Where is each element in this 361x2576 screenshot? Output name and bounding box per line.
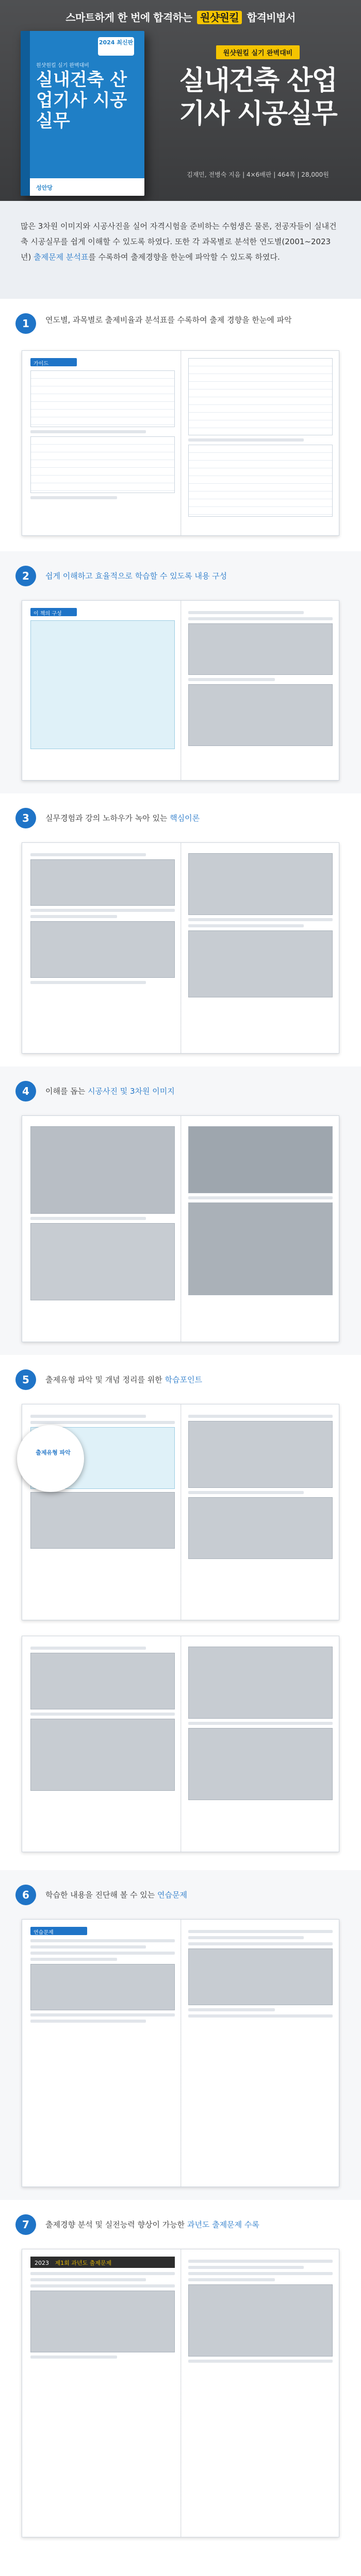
right-page [188,608,333,749]
hero-title: 실내건축 산업기사 시공실무 [179,65,337,129]
section-title [45,1374,344,1385]
left-page [30,358,175,502]
hero-badge-text: 원샷원킬 실기 완벽대비 [216,45,300,59]
section-1 [0,299,361,551]
text-line [188,1942,333,1945]
spread-fold [180,1920,182,2187]
text-line [30,1421,175,1424]
text-line [188,2260,333,2263]
sample-image [188,684,333,746]
tagline-text-end: 합격비법서 [247,11,296,24]
section-title [45,1889,344,1901]
page-spread [22,1115,339,1342]
section-number: 5 [15,1369,36,1390]
right-page [188,2257,333,2366]
tagline-highlight: 원샷원킬 [197,11,242,24]
intro-section [0,201,361,299]
section-title-text: 학습한 내용을 진단해 볼 수 있는 [45,1890,157,1900]
section-title-highlight: 과년도 출제문제 수록 [187,2220,259,2229]
section-number: 4 [15,1081,36,1101]
hero-badge [173,45,343,59]
tagline-text: 스마트하게 한 번에 합격하는 [65,11,192,24]
left-page [30,1643,175,1794]
right-page [188,1412,333,1562]
spread-fold [180,1636,182,1852]
text-line [188,1722,333,1725]
page-spread [22,1404,339,1620]
diagram-image [30,921,175,978]
section-7 [0,2200,361,2576]
chart-table [30,436,175,493]
hero-banner [0,0,361,201]
section-title-highlight: 연습문제 [157,1890,187,1900]
analysis-table [188,445,333,517]
section-title [45,1086,344,1097]
diagram-image [30,1653,175,1709]
page-spread [22,600,339,781]
book-title: 실내건축 산업기사 시공실무 [36,70,127,131]
section-header [15,1081,346,1104]
book-cover [21,31,144,196]
section-title-highlight: 핵심이론 [170,814,200,823]
section-header [15,566,346,588]
left-page [30,850,175,987]
section-header [15,1369,346,1392]
text-line [30,2020,146,2023]
text-line [188,918,333,921]
section-title [45,812,344,824]
intro-text-highlight: 출제문제 분석표 [34,252,89,262]
text-line [188,2014,333,2018]
question-image [30,1964,175,2010]
section-title-text: 출제유형 파악 및 개념 정리를 위한 [45,1375,165,1384]
text-line [188,1936,304,1939]
diagram-image [30,1719,175,1791]
construction-photo [188,1126,333,1193]
text-line [30,2013,175,2016]
section-4 [0,1066,361,1355]
left-page [30,1123,175,1303]
section-title-highlight: 시공사진 및 3차원 이미지 [88,1087,175,1096]
diagram-image [30,859,175,906]
text-line [188,2278,275,2281]
text-line [30,1415,146,1418]
page-label: 가이드 [30,358,77,366]
section-title-text: 실무경험과 강의 노하우가 녹아 있는 [45,814,170,823]
3d-image [30,1126,175,1214]
left-page [30,2257,175,2362]
text-line [30,2272,175,2275]
section-2 [0,551,361,793]
right-page [188,850,333,1001]
text-line [30,915,117,918]
analysis-table [188,358,333,435]
exam-year: 2023 [35,2260,49,2266]
section-number: 3 [15,808,36,828]
spread-fold [180,1404,182,1620]
right-page [188,1123,333,1298]
text-line [30,2284,175,2287]
text-line [188,2008,275,2011]
right-page [188,1927,333,2021]
text-line [188,1491,304,1494]
text-line [30,981,146,984]
spread-fold [180,1116,182,1342]
diagram-image [188,1497,333,1559]
page-spread [22,2249,339,2537]
page-spread [22,1919,339,2187]
magnify-text: 출제유형 파악 [36,1449,71,1456]
section-header [15,2214,346,2237]
question-image [188,1948,333,2005]
text-line [30,853,146,856]
text-line [188,678,275,681]
section-number: 1 [15,313,36,334]
section-title-text: 연도별, 과목별로 출제비율과 분석표를 수록하여 출제 경향을 한눈에 파악 [45,315,292,325]
section-title-highlight: 학습포인트 [165,1375,202,1384]
text-line [30,1939,175,1942]
text-line [188,1415,333,1418]
page-label: 연습문제 [30,1927,87,1935]
book-year-badge: 2024 최신판 [98,37,134,56]
section-6 [0,1870,361,2200]
text-line [30,496,117,499]
hero-tagline [0,9,361,24]
text-line [30,2278,146,2281]
text-line [30,1952,175,1955]
section-3 [0,793,361,1066]
text-line [188,617,333,620]
section-number: 6 [15,1885,36,1905]
structure-diagram [30,620,175,749]
diagram-image [188,1421,333,1488]
section-title [45,2219,344,2230]
magnify-lens [17,1425,84,1492]
section-header [15,808,346,831]
page-spread [22,842,339,1054]
section-header [15,313,346,336]
section-title-highlight: 쉽게 이해하고 효율적으로 학습할 수 있도록 내용 구성 [45,571,227,581]
exam-title: 제1회 과년도 출제문제 [55,2260,112,2266]
3d-image [30,1223,175,1300]
text-line [30,1958,117,1961]
section-title [45,314,344,326]
text-line [188,1930,333,1933]
section-number: 7 [15,2214,36,2235]
diagram-image [30,1492,175,1549]
book-publisher: 성안당 [30,178,144,196]
spread-fold [180,2249,182,2537]
diagram-image [188,1728,333,1800]
text-line [188,924,304,927]
exam-image [188,2284,333,2357]
section-5 [0,1355,361,1870]
page-spread [22,1636,339,1852]
photo-image [188,853,333,915]
spread-fold [180,351,182,535]
intro-text [21,218,340,265]
text-line [30,1647,146,1650]
chart-table [30,370,175,427]
intro-text-b: 를 수록하여 출제경향을 한눈에 파악할 수 있도록 하였다. [88,252,280,262]
spread-fold [180,601,182,780]
text-line [30,2355,117,2359]
section-title [45,570,344,582]
left-page [30,1927,175,2026]
text-line [30,1713,175,1716]
section-number: 2 [15,566,36,586]
right-page [188,1643,333,1803]
exam-header [30,2257,175,2268]
diagram-image [188,1647,333,1719]
page-spread [22,350,339,536]
hero-meta: 김재민, 전병숙 지음 | 4×6배판 | 464쪽 | 28,000원 [187,171,329,178]
text-line [188,1196,333,1199]
section-header [15,1885,346,1907]
right-page [188,358,333,517]
left-page [30,608,175,752]
section-title-text: 출제경향 분석 및 실전능력 향상이 가능한 [45,2220,187,2229]
photo-image [188,930,333,997]
text-line [30,909,175,912]
text-line [188,2266,304,2269]
text-line [30,1945,146,1948]
text-line [188,438,304,442]
text-line [30,430,146,433]
text-line [188,2360,333,2363]
text-line [30,1217,146,1220]
sample-image [188,623,333,675]
spread-fold [180,843,182,1053]
intro-text-a: 많은 3차원 이미지와 시공사진을 실어 자격시험을 준비하는 수험생은 물론, 전공자들이 실내건축 시공실무를 쉽게 이해할 수 있도록 하였다. 또한 각 과목별로 분석한 연도별(2001~2023년) [21,222,337,262]
book-small-label: 원샷원킬 실기 완벽대비 [36,63,89,69]
exam-image [30,2291,175,2352]
text-line [188,611,304,614]
page-label: 이 책의 구성 [30,608,77,616]
text-line [188,2272,333,2275]
construction-photo [188,1202,333,1295]
book-spine [21,31,30,196]
section-title-text: 이해를 돕는 [45,1087,88,1096]
